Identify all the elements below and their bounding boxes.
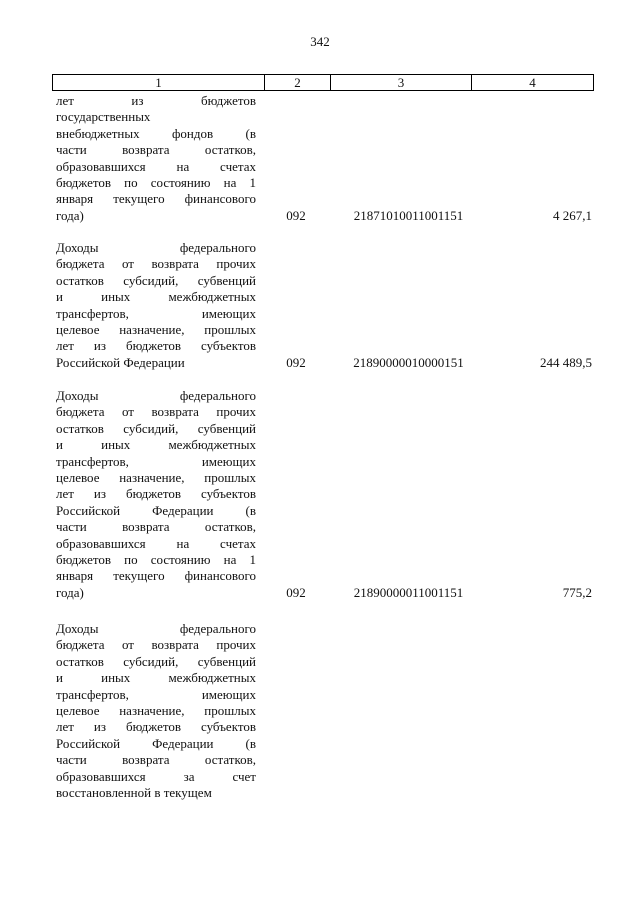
description-line: Российской Федерации (в xyxy=(56,502,256,518)
description-line: государственных xyxy=(56,109,151,125)
admin-code: 092 xyxy=(286,207,306,223)
table-header xyxy=(52,74,594,91)
description-line: части возврата остатков, xyxy=(56,519,256,535)
description-line: остатков субсидий, субвенций xyxy=(56,272,256,288)
description-line: образовавшихся на счетах xyxy=(56,535,256,551)
admin-code: 092 xyxy=(286,584,306,600)
description-line: образовавшихся на счетах xyxy=(56,158,256,174)
description-line: января текущего финансового xyxy=(56,191,256,207)
description-line: и иных межбюджетных xyxy=(56,437,256,453)
description-line: и иных межбюджетных xyxy=(56,670,256,686)
header-col-4: 4 xyxy=(529,75,536,90)
header-col-1: 1 xyxy=(53,75,265,90)
description-line: части возврата остатков, xyxy=(56,752,256,768)
description-line: Российской Федерации (в xyxy=(56,735,256,751)
description-line: остатков субсидий, субвенций xyxy=(56,420,256,436)
header-col-2: 2 xyxy=(265,75,331,90)
description-line: трансфертов, имеющих xyxy=(56,686,256,702)
admin-code: 092 xyxy=(286,354,306,370)
description-line: образовавшихся за счет xyxy=(56,768,256,784)
description-line: года) xyxy=(56,584,84,600)
description-line: и иных межбюджетных xyxy=(56,289,256,305)
description-line: бюджета от возврата прочих xyxy=(56,256,256,272)
row-description xyxy=(56,388,256,601)
description-line: бюджетов по состоянию на 1 xyxy=(56,174,256,190)
description-line: остатков субсидий, субвенций xyxy=(56,653,256,669)
kbk-code: 21890000011001151 xyxy=(353,584,464,600)
kbk-code: 21871010011001151 xyxy=(353,207,464,223)
description-line: лет из бюджетов субъектов xyxy=(56,719,256,735)
description-line: Доходы федерального xyxy=(56,240,256,255)
description-line: целевое назначение, прошлых xyxy=(56,321,256,337)
kbk-code: 21890000010000151 xyxy=(353,354,464,370)
description-line: восстановленной в текущем xyxy=(56,784,212,800)
description-line: бюджета от возврата прочих xyxy=(56,404,256,420)
description-line: Российской Федерации xyxy=(56,354,185,370)
description-line: Доходы федерального xyxy=(56,621,256,636)
description-line: внебюджетных фондов (в xyxy=(56,125,256,141)
page-number: 342 xyxy=(310,34,330,49)
description-line: лет из бюджетов xyxy=(56,93,256,108)
header-col-3: 3 xyxy=(331,75,472,90)
description-line: целевое назначение, прошлых xyxy=(56,469,256,485)
amount: 775,2 xyxy=(562,584,592,600)
description-line: трансфертов, имеющих xyxy=(56,305,256,321)
row-description xyxy=(56,93,256,224)
description-line: бюджета от возврата прочих xyxy=(56,637,256,653)
description-line: года) xyxy=(56,207,84,223)
description-line: бюджетов по состоянию на 1 xyxy=(56,551,256,567)
row-description xyxy=(56,621,256,801)
amount: 244 489,5 xyxy=(540,354,592,370)
description-line: Доходы федерального xyxy=(56,388,256,403)
amount: 4 267,1 xyxy=(553,207,592,223)
row-description xyxy=(56,240,256,371)
description-line: января текущего финансового xyxy=(56,568,256,584)
description-line: трансфертов, имеющих xyxy=(56,453,256,469)
description-line: части возврата остатков, xyxy=(56,142,256,158)
description-line: целевое назначение, прошлых xyxy=(56,702,256,718)
description-line: лет из бюджетов субъектов xyxy=(56,338,256,354)
description-line: лет из бюджетов субъектов xyxy=(56,486,256,502)
